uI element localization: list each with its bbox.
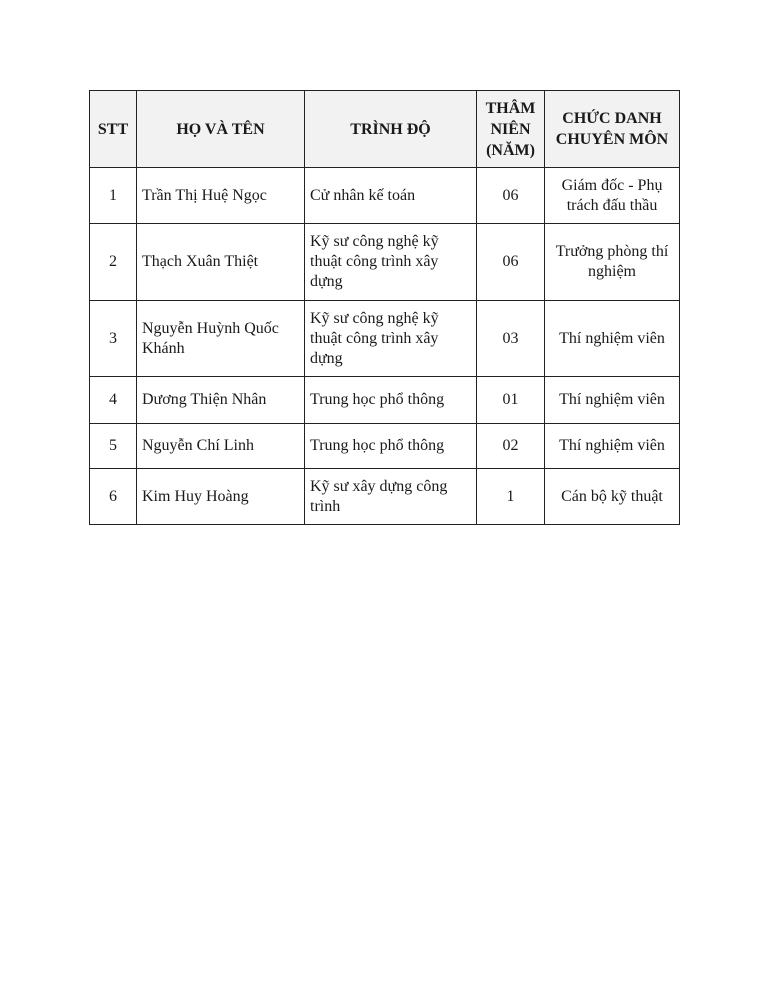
cell-education: Kỹ sư công nghệ kỹ thuật công trình xây dựng: [305, 224, 477, 301]
cell-education: Trung học phổ thông: [305, 377, 477, 424]
cell-education: Cử nhân kế toán: [305, 168, 477, 224]
cell-title: Giám đốc - Phụ trách đấu thầu: [545, 168, 680, 224]
table-row: [90, 224, 680, 301]
cell-title: Thí nghiệm viên: [545, 301, 680, 377]
header-title: CHỨC DANH CHUYÊN MÔN: [545, 91, 680, 168]
cell-name: Trần Thị Huệ Ngọc: [137, 168, 305, 224]
header-stt: STT: [90, 91, 137, 168]
cell-name: Thạch Xuân Thiệt: [137, 224, 305, 301]
cell-title: Cán bộ kỹ thuật: [545, 469, 680, 525]
cell-seniority: 1: [477, 469, 545, 525]
cell-name: Nguyễn Chí Linh: [137, 424, 305, 469]
cell-stt: 1: [90, 168, 137, 224]
cell-seniority: 06: [477, 168, 545, 224]
cell-name: Nguyễn Huỳnh Quốc Khánh: [137, 301, 305, 377]
header-education: TRÌNH ĐỘ: [305, 91, 477, 168]
table-row: [90, 301, 680, 377]
cell-name: Dương Thiện Nhân: [137, 377, 305, 424]
table-header: [90, 91, 680, 168]
table-row: [90, 168, 680, 224]
cell-title: Trưởng phòng thí nghiệm: [545, 224, 680, 301]
cell-education: Kỹ sư công nghệ kỹ thuật công trình xây dựng: [305, 301, 477, 377]
cell-seniority: 01: [477, 377, 545, 424]
header-name: HỌ VÀ TÊN: [137, 91, 305, 168]
cell-education: Kỹ sư xây dựng công trình: [305, 469, 477, 525]
cell-title: Thí nghiệm viên: [545, 424, 680, 469]
table-body: [90, 168, 680, 525]
cell-stt: 6: [90, 469, 137, 525]
cell-stt: 2: [90, 224, 137, 301]
cell-seniority: 06: [477, 224, 545, 301]
staff-table: [89, 90, 680, 525]
cell-seniority: 03: [477, 301, 545, 377]
header-seniority: THÂM NIÊN (NĂM): [477, 91, 545, 168]
cell-seniority: 02: [477, 424, 545, 469]
cell-stt: 3: [90, 301, 137, 377]
cell-education: Trung học phổ thông: [305, 424, 477, 469]
table-row: [90, 377, 680, 424]
cell-title: Thí nghiệm viên: [545, 377, 680, 424]
table-row: [90, 469, 680, 525]
table-row: [90, 424, 680, 469]
cell-stt: 4: [90, 377, 137, 424]
cell-name: Kim Huy Hoàng: [137, 469, 305, 525]
cell-stt: 5: [90, 424, 137, 469]
